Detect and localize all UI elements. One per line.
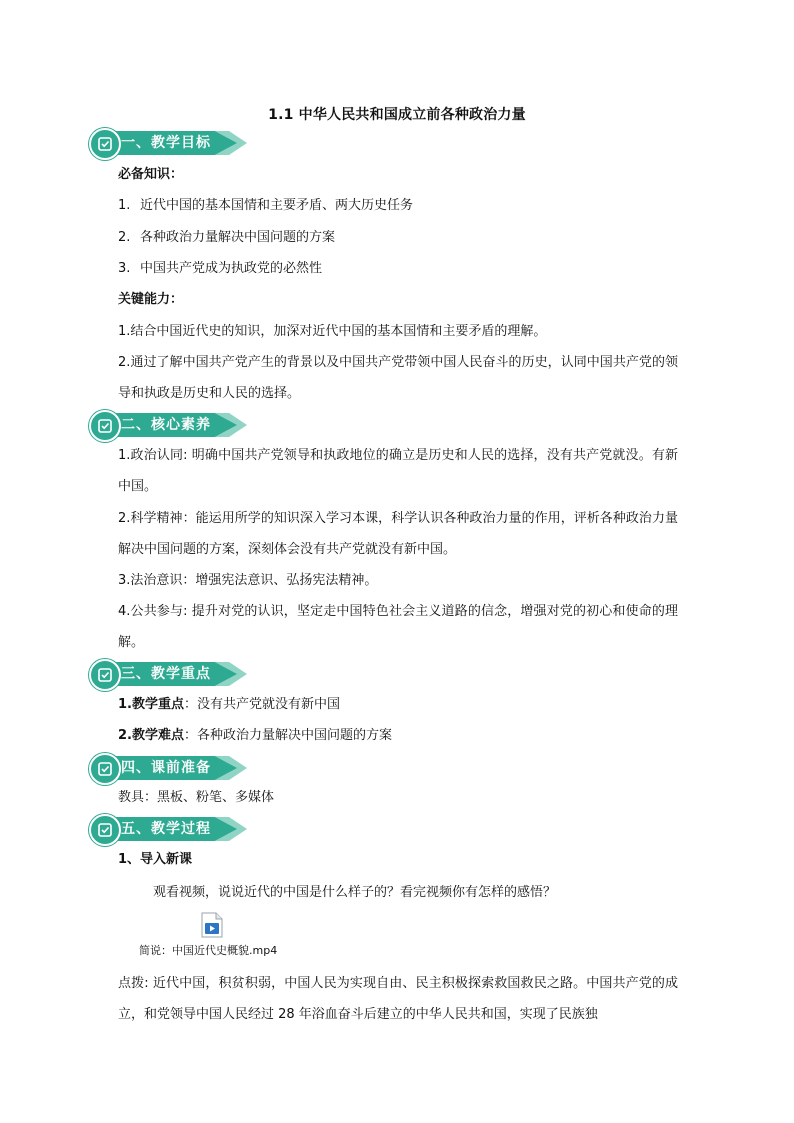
video-file-icon[interactable] [201, 912, 223, 938]
check-icon [89, 128, 121, 160]
section-title: 三、教学重点 [121, 666, 211, 682]
section-title: 二、核心素养 [121, 417, 211, 433]
check-icon [89, 659, 121, 691]
page-title: 1.1 中华人民共和国成立前各种政治力量 [268, 107, 526, 123]
list-item: 1. 近代中国的基本国情和主要矛盾、两大历史任务 [118, 198, 414, 213]
ability-heading: 关键能力： [118, 292, 184, 307]
section-banner-preparation [89, 753, 259, 783]
paragraph: 点拨: 近代中国，积贫积弱，中国人民为实现自由、民主积极探索救国救民之路。中国共产党的成立，和党领导中国人民经过 28 年浴血奋斗后建立的中华人民共和国，实现了民族独 [118, 976, 678, 1022]
section-banner-process [89, 814, 259, 844]
paragraph: 1.政治认同: 明确中国共产党领导和执政地位的确立是历史和人民的选择，没有共产党就没。有新中国。 [118, 448, 678, 494]
knowledge-heading: 必备知识： [118, 167, 184, 182]
check-icon [89, 410, 121, 442]
paragraph: 1.结合中国近代史的知识，加深对近代中国的基本国情和主要矛盾的理解。 [118, 324, 547, 339]
section-title: 五、教学过程 [121, 821, 211, 837]
section-banner-key-points [89, 659, 259, 689]
paragraph: 4.公共参与: 提升对党的认识，坚定走中国特色社会主义道路的信念，增强对党的初心和使命的理解。 [118, 604, 678, 650]
step-heading: 1、导入新课 [118, 852, 193, 867]
section-banner-objectives [89, 128, 259, 158]
check-icon [89, 814, 121, 846]
list-item: 2. 各种政治力量解决中国问题的方案 [118, 230, 336, 245]
check-icon [89, 753, 121, 785]
paragraph: 2.科学精神：能运用所学的知识深入学习本课，科学认识各种政治力量的作用，评析各种政治力量解决中国问题的方案，深刻体会没有共产党就没有新中国。 [118, 511, 678, 557]
paragraph: 3.法治意识：增强宪法意识、弘扬宪法精神。 [118, 573, 378, 588]
section-banner-literacy [89, 410, 259, 440]
preparation-text: 教具：黑板、粉笔、多媒体 [118, 790, 275, 805]
section-title: 一、教学目标 [121, 135, 211, 151]
key-point-difficulty: 2.教学难点：各种政治力量解决中国问题的方案 [118, 728, 392, 743]
video-file-link[interactable]: 简说：中国近代史概貌.mp4 [139, 944, 278, 957]
key-point-focus: 1.教学重点：没有共产党就没有新中国 [118, 697, 340, 712]
question-text: 观看视频，说说近代的中国是什么样子的？看完视频你有怎样的感悟？ [153, 885, 557, 900]
paragraph: 2.通过了解中国共产党产生的背景以及中国共产党带领中国人民奋斗的历史，认同中国共产党的领导和执政是历史和人民的选择。 [118, 355, 678, 401]
section-title: 四、课前准备 [121, 760, 211, 776]
list-item: 3. 中国共产党成为执政党的必然性 [118, 261, 323, 276]
